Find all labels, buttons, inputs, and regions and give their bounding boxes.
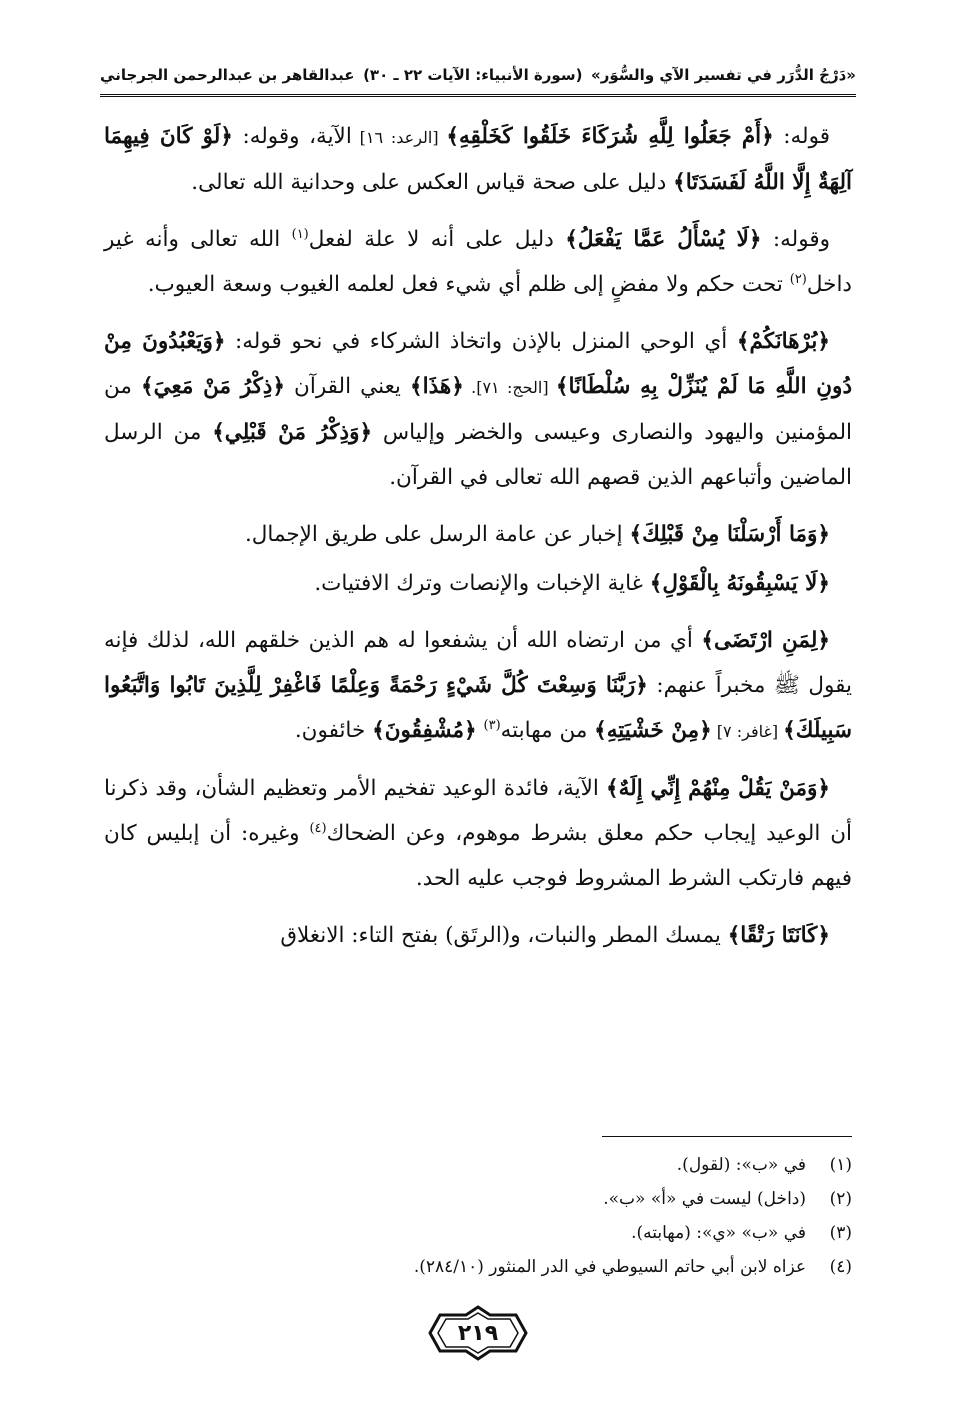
quran-quote: ﴿مُشْفِقُونَ﴾ — [372, 718, 477, 743]
text-run: وقوله: — [761, 227, 830, 252]
paragraph-4 — [104, 512, 852, 557]
quran-quote: ﴿رَبَّنَا وَسِعْتَ كُلَّ شَيْءٍ رَحْمَةً وَعِلْمًا فَاغْفِرْ لِلَّذِينَ تَابُوا وَاتَّبَعُوا سَبِيلَكَ﴾ — [104, 673, 852, 743]
text-run: يمسك المطر والنبات، و(الرتَق) بفتح التاء: الانغلاق — [280, 923, 728, 948]
verse-reference: [الحج: ٧١]. — [463, 378, 556, 397]
text-run: الآية، وقوله: — [232, 124, 352, 149]
text-run: من مهابته — [500, 718, 595, 743]
text-run: وغيره: أن إبليس كان فيهم فارتكب الشرط المشروط فوجب عليه الحد. — [104, 821, 852, 891]
header-surah-range: (سورة الأنبياء: الآيات ٢٢ ـ ٣٠) — [363, 66, 583, 84]
page-number: ٢١٩ — [457, 1320, 499, 1346]
footnote — [104, 1182, 852, 1216]
footnote — [104, 1148, 852, 1182]
page-number-ornament — [428, 1305, 528, 1361]
running-header — [100, 58, 856, 92]
footnote-number: (٢) — [829, 1189, 852, 1209]
verse-reference: [الرعد: ١٦] — [351, 128, 447, 147]
text-run: يعني القرآن — [284, 374, 410, 399]
footnote-number: (٣) — [829, 1223, 852, 1243]
footnote-marker: (٤) — [309, 820, 327, 836]
paragraph-2 — [104, 217, 852, 307]
quran-quote: ﴿لَا يُسْأَلُ عَمَّا يَفْعَلُ﴾ — [565, 227, 762, 252]
quran-quote: ﴿ذِكْرُ مَنْ مَعِيَ﴾ — [140, 374, 285, 399]
footnote-marker: (١) — [291, 226, 309, 242]
quran-quote: ﴿لَا يَسْبِقُونَهُ بِالْقَوْلِ﴾ — [649, 571, 830, 596]
text-run: الآية، فائدة الوعيد تفخيم الأمر وتعظيم الشأن، وقد ذكرنا أن الوعيد إيجاب حكم معلق بشرط موهوم، وعن الضحاك — [104, 776, 852, 846]
paragraph-3 — [104, 319, 852, 500]
quran-quote: ﴿أَمْ جَعَلُوا لِلَّهِ شُرَكَاءَ خَلَقُوا كَخَلْقِهِ﴾ — [446, 124, 774, 149]
quran-quote: ﴿بُرْهَانَكُمْ﴾ — [736, 329, 830, 354]
paragraph-6 — [104, 618, 852, 754]
text-run: أي الوحي المنزل بالإذن واتخاذ الشركاء في نحو قوله: — [225, 329, 737, 354]
footnotes — [104, 1148, 852, 1284]
footnote-number: (٤) — [829, 1257, 852, 1277]
footnote-text: في «ب» «ي»: (مهابته). — [631, 1223, 806, 1243]
text-run: دليل على أنه لا علة لفعل — [308, 227, 566, 252]
footnote-text: (داخل) ليست في «أ» «ب». — [603, 1189, 806, 1209]
text-run: أي من ارتضاه الله أن يشفعوا له هم الذين خلقهم الله، لذلك فإنه يقول ﷺ مخبراً عنهم: — [104, 628, 852, 698]
footnote-divider — [602, 1136, 852, 1137]
text-run: قوله: — [773, 124, 830, 149]
footnote — [104, 1216, 852, 1250]
footnote-marker: (٣) — [483, 717, 501, 733]
quran-quote: ﴿وَمَا أَرْسَلْنَا مِنْ قَبْلِكَ﴾ — [629, 522, 830, 547]
text-run: إخبار عن عامة الرسل على طريق الإجمال. — [244, 522, 630, 547]
footnote-text: في «ب»: (لقول). — [676, 1155, 806, 1175]
text-run: خائفون. — [294, 718, 373, 743]
header-divider — [100, 94, 856, 97]
text-run: الله تعالى وأنه غير داخل — [104, 227, 852, 297]
paragraph-5 — [104, 561, 852, 606]
quran-quote: ﴿لَوْ كَانَ فِيهِمَا آلِهَةٌ إِلَّا اللَّهُ لَفَسَدَتَا﴾ — [104, 124, 852, 195]
verse-reference: [غافر: ٧] — [711, 722, 784, 741]
quran-quote: ﴿وَمَنْ يَقُلْ مِنْهُمْ إِنِّي إِلَهٌ﴾ — [606, 776, 830, 801]
quran-quote: ﴿مِنْ خَشْيَتِهِ﴾ — [594, 718, 712, 743]
paragraph-7 — [104, 766, 852, 901]
footnote — [104, 1250, 852, 1284]
footnote-text: عزاه لابن أبي حاتم السيوطي في الدر المنثور (٢٨٤/١٠). — [413, 1257, 806, 1277]
quran-quote: ﴿وَيَعْبُدُونَ مِنْ دُونِ اللَّهِ مَا لَمْ يُنَزِّلْ بِهِ سُلْطَانًا﴾ — [104, 329, 853, 399]
quran-quote: ﴿لِمَنِ ارْتَضَى﴾ — [701, 628, 831, 653]
quran-quote: ﴿هَذَا﴾ — [410, 374, 464, 399]
footnote-number: (١) — [829, 1155, 852, 1175]
text-run: تحت حكم ولا مفضٍ إلى ظلم أي شيء فعل لعلمه الغيوب وسعة العيوب. — [147, 272, 790, 297]
text-run: من المؤمنين واليهود والنصارى وعيسى والخضر وإلياس — [104, 374, 852, 445]
text-run: من الرسل الماضين وأتباعهم الذين قصهم الله تعالى في القرآن. — [104, 420, 852, 490]
quran-quote: ﴿كَانَتَا رَتْقًا﴾ — [727, 923, 830, 948]
header-author: عبدالقاهر بن عبدالرحمن الجرجاني — [100, 66, 355, 84]
text-run — [477, 718, 484, 743]
main-text — [104, 114, 852, 970]
text-run: غاية الإخبات والإنصات وترك الافتيات. — [314, 571, 650, 596]
paragraph-1 — [104, 114, 852, 205]
paragraph-8 — [104, 913, 852, 958]
quran-quote: ﴿وَذِكْرُ مَنْ قَبْلِي﴾ — [212, 420, 373, 445]
footnote-marker: (٢) — [789, 271, 807, 287]
text-run: دليل على صحة قياس العكس على وحدانية الله تعالى. — [191, 170, 674, 195]
header-book-title: «دَرْجُ الدُّرَر في تفسير الآي والسُّوَر» — [591, 66, 856, 84]
